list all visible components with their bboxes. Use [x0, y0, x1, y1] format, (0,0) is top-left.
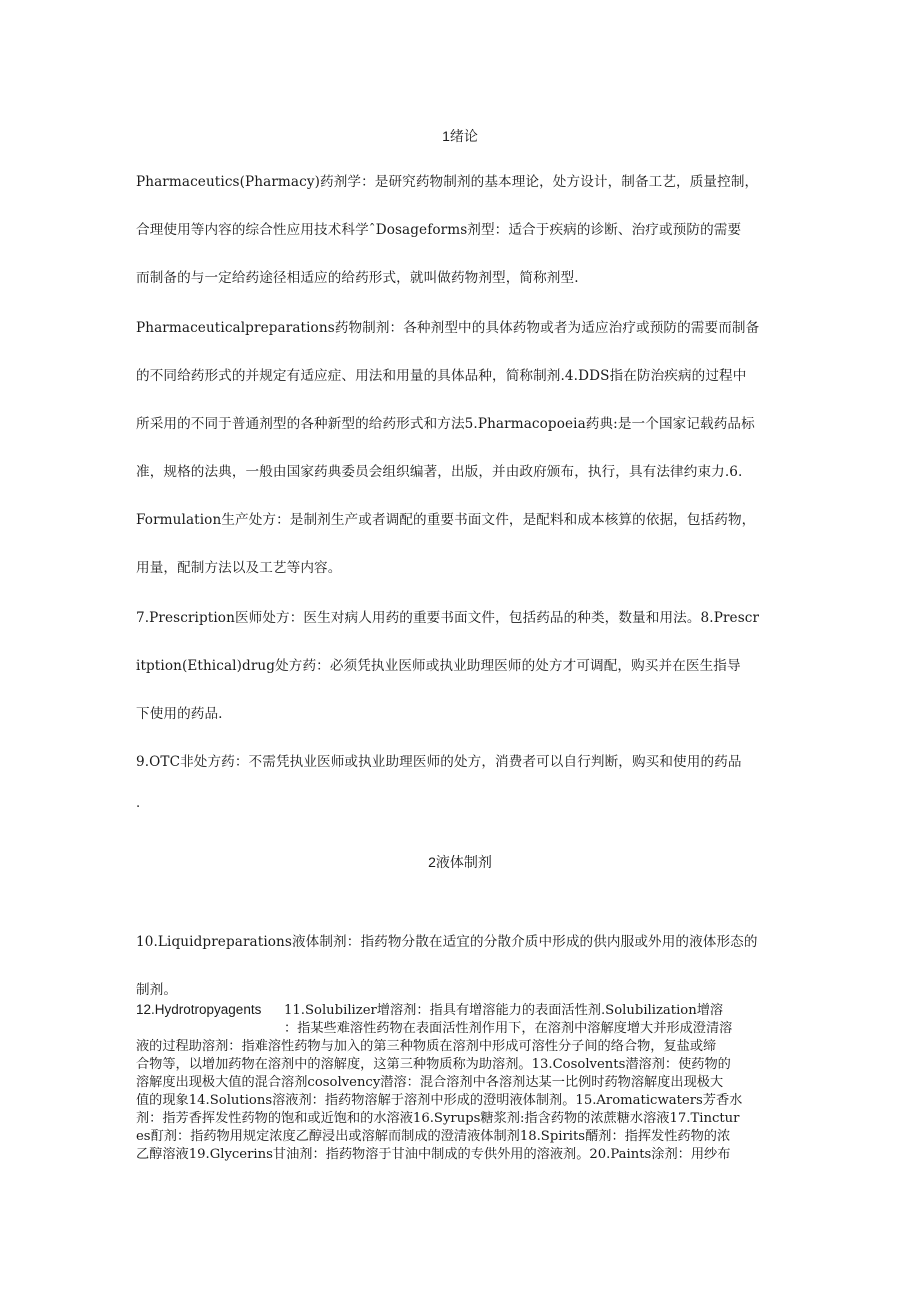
paragraph-line: 值的现象14.Solutions溶液剂：指药物溶解于溶剂中形成的澄明液体制剂。15.Aromaticwaters芳香水 [136, 1093, 743, 1108]
paragraph-line: 所采用的不同于普通剂型的各种新型的给药形式和方法5.Pharmacopoeia药典:是一个国家记载药品标 [136, 416, 755, 432]
paragraph-line: 合理使用等内容的综合性应用技术科学ˆDosageforms剂型：适合于疾病的诊断、治疗或预防的需要 [136, 222, 742, 238]
paragraph-line: . [136, 796, 141, 811]
paragraph-line: 而制备的与一定给药途径相适应的给药形式，就叫做药物剂型，简称剂型. [136, 270, 579, 286]
paragraph-line: 制剂。 [136, 982, 178, 998]
section-2-title: 2液体制剂 [428, 854, 492, 870]
paragraph-line: 的不同给药形式的并规定有适应症、用法和用量的具体品种，简称制剂.4.DDS指在防治疾病的过程中 [136, 368, 747, 384]
paragraph-line: Formulation生产处方：是制剂生产或者调配的重要书面文件，是配料和成本核算的依据，包括药物， [136, 512, 756, 528]
paragraph-line: 溶解度出现极大值的混合溶剂cosolvency潜溶：混合溶剂中各溶剂达某一比例时药物溶解度出现极大 [136, 1075, 724, 1090]
paragraph-line: ：指某些难溶性药物在表面活性剂作用下，在溶剂中溶解度增大并形成澄清溶 [284, 1021, 733, 1036]
paragraph-line: 11.Solubilizer增溶剂：指具有增溶能力的表面活性剂.Solubilization增溶 [284, 1003, 724, 1018]
paragraph-line: 合物等，以增加药物在溶剂中的溶解度，这第三种物质称为助溶剂。13.Cosolvents潜溶剂：使药物的 [136, 1057, 731, 1072]
paragraph-line: 下使用的药品. [136, 706, 223, 722]
paragraph-line: Pharmaceuticalpreparations药物制剂：各种剂型中的具体药物或者为适应治疗或预防的需要而制备 [136, 320, 760, 336]
paragraph-line: 用量，配制方法以及工艺等内容。 [136, 560, 342, 576]
paragraph-line: 7.Prescription医师处方：医生对病人用药的重要书面文件，包括药品的种类，数量和用法。8.Prescr [136, 610, 760, 626]
paragraph-line: 液的过程助溶剂：指难溶性药物与加入的第三种物质在溶剂中形成可溶性分子间的络合物，复盐或缔 [136, 1039, 717, 1054]
paragraph-line: 10.Liquidpreparations液体制剂：指药物分散在适宜的分散介质中形成的供内服或外用的液体形态的 [136, 934, 758, 950]
paragraph-line: 乙醇溶液19.Glycerins甘油剂：指药物溶于甘油中制成的专供外用的溶液剂。20.Paints涂剂：用纱布 [136, 1147, 731, 1162]
hydrotropy-label: 12.Hydrotropyagents [136, 1002, 262, 1017]
paragraph-line: 剂：指芳香挥发性药物的饱和或近饱和的水溶液16.Syrups糖浆剂:指含药物的浓蔗糖水溶液17.Tinctur [136, 1111, 740, 1126]
paragraph-line: 准，规格的法典，一般由国家药典委员会组织编著，出版，并由政府颁布，执行，具有法律约束力.6. [136, 464, 743, 480]
paragraph-line: Pharmaceutics(Pharmacy)药剂学：是研究药物制剂的基本理论，处方设计，制备工艺，质量控制， [136, 174, 759, 190]
paragraph-line: es酊剂：指药物用规定浓度乙醇浸出或溶解而制成的澄清液体制剂18.Spirits醑剂：指挥发性药物的浓 [136, 1129, 731, 1144]
paragraph-line: 9.OTC非处方药：不需凭执业医师或执业助理医师的处方，消费者可以自行判断，购买和使用的药品 [136, 754, 742, 770]
paragraph-line: itption(Ethical)drug处方药：必须凭执业医师或执业助理医师的处方才可调配，购买并在医生指导 [136, 658, 741, 674]
section-1-title: 1绪论 [442, 128, 478, 144]
